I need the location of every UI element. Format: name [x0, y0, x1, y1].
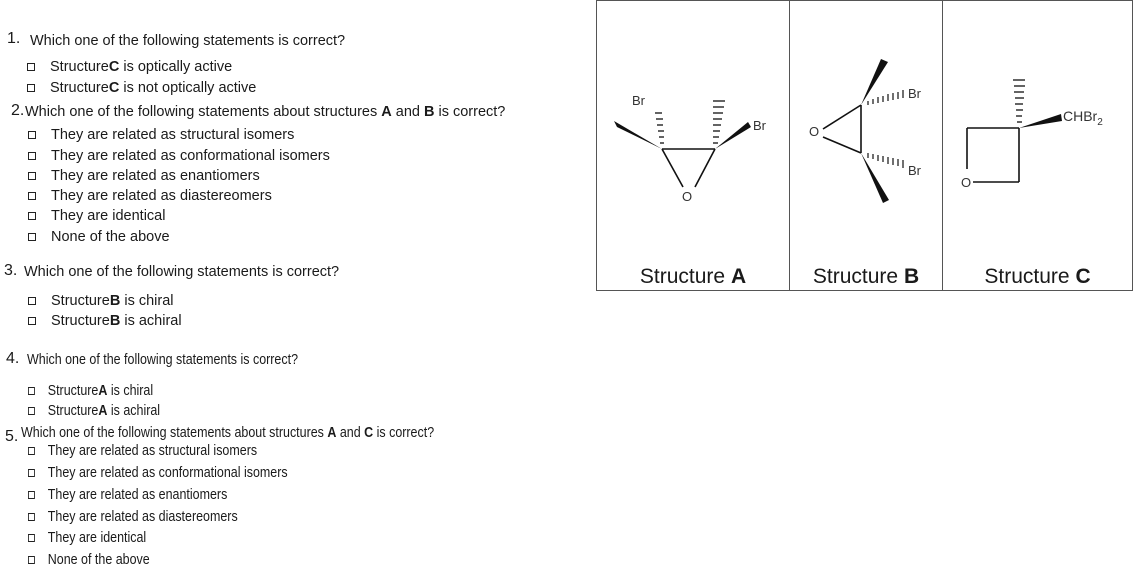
structure-b-label: Structure B	[812, 265, 920, 288]
question-text: Which one of the following statements about structures A and B is correct?	[25, 104, 506, 120]
atom-label: O	[809, 124, 820, 139]
question-number: 4.	[6, 350, 20, 367]
option-checkbox[interactable]: None of the above	[28, 552, 150, 568]
checkbox-icon[interactable]	[28, 447, 35, 455]
question-text: Which one of the following statements about structures A and C is correct?	[21, 425, 435, 441]
atom-label: Br	[908, 163, 921, 178]
structure-b-drawing	[809, 59, 922, 203]
option-checkbox[interactable]: Structure B is chiral	[28, 293, 174, 309]
question-text: Which one of the following statements is correct?	[24, 264, 340, 280]
checkbox-icon[interactable]	[28, 152, 36, 160]
checkbox-icon[interactable]	[28, 556, 35, 564]
checkbox-icon[interactable]	[28, 407, 35, 415]
checkbox-icon[interactable]	[28, 469, 35, 477]
option-checkbox[interactable]: They are related as enantiomers	[28, 168, 260, 184]
option-checkbox[interactable]: They are related as structural isomers	[28, 443, 257, 459]
hashed-bond	[868, 153, 903, 168]
checkbox-icon[interactable]	[28, 172, 36, 180]
option-checkbox[interactable]: They are related as conformational isomers	[28, 148, 330, 164]
question-number: 5.	[5, 428, 19, 445]
option-checkbox[interactable]: None of the above	[28, 229, 170, 245]
checkbox-icon[interactable]	[28, 212, 36, 220]
atom-label: Br	[753, 118, 766, 133]
checkbox-icon[interactable]	[28, 317, 36, 325]
hashed-bond	[1013, 80, 1025, 122]
wedge-bond	[1019, 114, 1062, 128]
atom-label: Br	[632, 93, 645, 108]
wedge-bond	[715, 122, 751, 149]
atom-label: O	[682, 189, 693, 204]
hashed-bond	[713, 101, 725, 143]
structure-drawings	[597, 1, 1132, 263]
checkbox-icon[interactable]	[28, 233, 36, 241]
option-checkbox[interactable]: They are identical	[28, 208, 165, 224]
hashed-bond	[655, 113, 664, 143]
option-checkbox[interactable]: Structure B is achiral	[28, 313, 182, 329]
checkbox-icon[interactable]	[28, 491, 35, 499]
option-checkbox[interactable]: They are related as structural isomers	[28, 127, 294, 143]
option-checkbox[interactable]: They are related as diastereomers	[28, 509, 238, 525]
ring-bond	[823, 105, 861, 129]
option-checkbox[interactable]: They are related as diastereomers	[28, 188, 272, 204]
question-number: 3.	[4, 262, 18, 279]
checkbox-icon[interactable]	[28, 297, 36, 305]
checkbox-icon[interactable]	[28, 192, 36, 200]
ring-bond	[662, 149, 683, 187]
checkbox-icon[interactable]	[28, 131, 36, 139]
option-checkbox[interactable]: They are identical	[28, 530, 146, 546]
ring-bond	[695, 149, 715, 187]
option-checkbox[interactable]: They are related as enantiomers	[28, 487, 227, 503]
checkbox-icon[interactable]	[28, 387, 35, 395]
wedge-bond	[614, 121, 662, 149]
option-checkbox[interactable]: Structure C is optically active	[27, 59, 232, 75]
question-text: Which one of the following statements is correct?	[27, 352, 299, 368]
option-checkbox[interactable]: Structure A is chiral	[28, 383, 153, 399]
atom-label: O	[961, 175, 972, 190]
wedge-bond	[861, 153, 889, 203]
structure-a-label: Structure A	[639, 265, 747, 288]
option-checkbox[interactable]: They are related as conformational isomers	[28, 465, 288, 481]
checkbox-icon[interactable]	[27, 84, 35, 92]
structure-c-drawing	[961, 80, 1103, 190]
hashed-bond	[868, 90, 903, 105]
question-text: Which one of the following statements is correct?	[30, 33, 346, 49]
checkbox-icon[interactable]	[28, 534, 35, 542]
question-number: 1.	[7, 30, 21, 47]
checkbox-icon[interactable]	[28, 513, 35, 521]
structures-figure	[596, 0, 1133, 291]
structure-c-label: Structure C	[984, 265, 1091, 288]
atom-label: Br	[908, 86, 921, 101]
option-checkbox[interactable]: Structure C is not optically active	[27, 80, 256, 96]
option-checkbox[interactable]: Structure A is achiral	[28, 403, 160, 419]
substituent-label: CHBr$_2$	[1063, 108, 1103, 128]
checkbox-icon[interactable]	[27, 63, 35, 71]
structure-a-drawing	[614, 93, 767, 204]
question-number: 2.	[11, 102, 25, 119]
wedge-bond	[861, 59, 888, 105]
ring-bond	[823, 137, 861, 153]
